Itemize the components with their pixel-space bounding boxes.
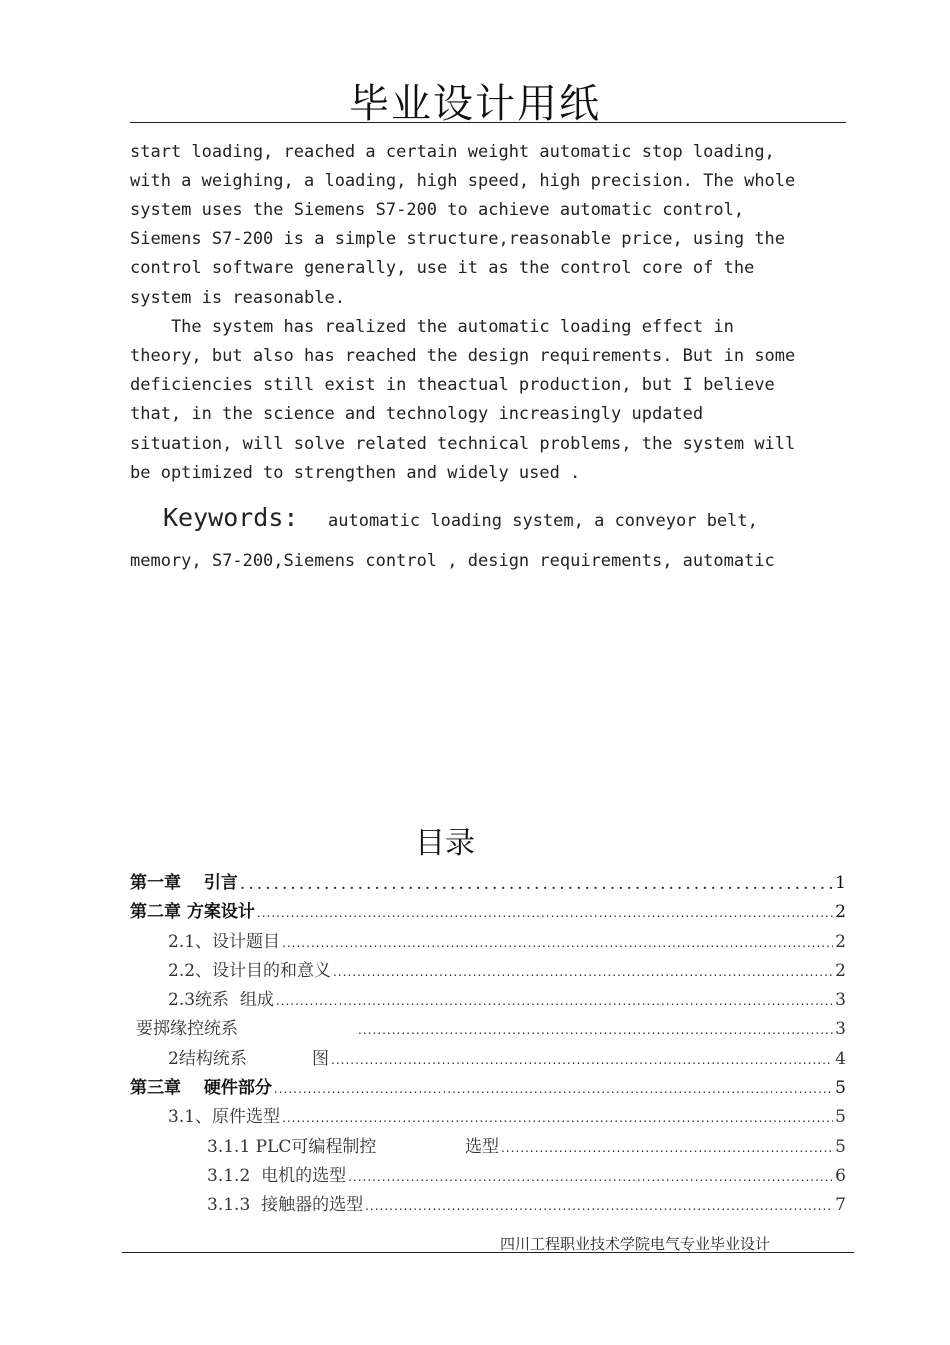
toc-leader bbox=[276, 992, 833, 1010]
toc-page-number: 2 bbox=[835, 961, 846, 981]
toc-entry-label: 3.1.2 电机的选型 bbox=[207, 1166, 347, 1186]
abstract-line: system is reasonable. bbox=[130, 288, 345, 308]
toc-page-number: 4 bbox=[835, 1049, 846, 1069]
page-footer-text: 四川工程职业技术学院电气专业毕业设计 bbox=[500, 1235, 771, 1253]
toc-leader bbox=[333, 963, 833, 981]
toc-entry-label: 2.1、设计题目 bbox=[168, 932, 281, 952]
toc-leader bbox=[240, 875, 833, 893]
toc-page-number: 3 bbox=[835, 1019, 846, 1039]
toc-entry-3-1-3[interactable] bbox=[207, 1191, 846, 1215]
toc-leader bbox=[331, 1051, 833, 1069]
toc-entry-3-1[interactable] bbox=[168, 1103, 846, 1127]
toc-entry-label: 2.2、设计目的和意义 bbox=[168, 961, 332, 981]
toc-entry-label: 3.1、原件选型 bbox=[168, 1107, 281, 1127]
toc-entry-structure-diagram[interactable] bbox=[168, 1045, 846, 1069]
toc-leader bbox=[257, 904, 833, 922]
toc-entry-label-fragment: 图 bbox=[312, 1049, 329, 1069]
toc-entry-3-1-2[interactable] bbox=[207, 1162, 846, 1186]
toc-page-number: 6 bbox=[835, 1166, 846, 1186]
toc-page-number: 1 bbox=[835, 873, 846, 893]
toc-page-number: 3 bbox=[835, 990, 846, 1010]
toc-leader bbox=[358, 1021, 833, 1039]
toc-page-number: 5 bbox=[835, 1137, 846, 1157]
abstract-line: system uses the Siemens S7-200 to achieve automatic control, bbox=[130, 200, 745, 220]
keywords-label: Keywords: bbox=[163, 503, 299, 532]
toc-entry-label: 3.1.3 接触器的选型 bbox=[207, 1195, 364, 1215]
toc-entry-chapter-1[interactable] bbox=[130, 869, 846, 893]
abstract-line: that, in the science and technology increasingly updated bbox=[130, 404, 704, 424]
toc-entry-label-fragment: 选型 bbox=[465, 1137, 499, 1157]
toc-entry-label: 2.3统系 组成 bbox=[168, 990, 274, 1010]
abstract-line: be optimized to strengthen and widely used . bbox=[130, 463, 581, 483]
footer-rule bbox=[122, 1252, 854, 1253]
toc-entry-2-1[interactable] bbox=[168, 928, 846, 952]
toc-leader bbox=[348, 1168, 833, 1186]
toc-leader bbox=[501, 1139, 833, 1157]
toc-entry-3-1-1[interactable] bbox=[207, 1133, 846, 1157]
toc-page-number: 2 bbox=[835, 902, 846, 922]
abstract-line: with a weighing, a loading, high speed, high precision. The whole bbox=[130, 171, 796, 191]
toc-entry-2-3[interactable] bbox=[168, 986, 846, 1010]
toc-entry-control-requirements[interactable] bbox=[136, 1015, 846, 1039]
toc-entry-chapter-2[interactable] bbox=[130, 898, 846, 922]
toc-entry-label: 第二章 方案设计 bbox=[130, 902, 255, 922]
toc-leader bbox=[282, 1109, 833, 1127]
toc-page-number: 5 bbox=[835, 1107, 846, 1127]
toc-leader bbox=[274, 1080, 833, 1098]
abstract-line: Siemens S7-200 is a simple structure,reasonable price, using the bbox=[130, 229, 786, 249]
toc-page-number: 7 bbox=[835, 1195, 846, 1215]
toc-entry-2-2[interactable] bbox=[168, 957, 846, 981]
keywords-line-1: automatic loading system, a conveyor belt, bbox=[328, 511, 758, 531]
abstract-line: situation, will solve related technical problems, the system will bbox=[130, 434, 796, 454]
abstract-line: start loading, reached a certain weight automatic stop loading, bbox=[130, 142, 775, 162]
abstract-line: control software generally, use it as the control core of the bbox=[130, 258, 755, 278]
toc-page-number: 2 bbox=[835, 932, 846, 952]
abstract-line: theory, but also has reached the design requirements. But in some bbox=[130, 346, 796, 366]
toc-title: 目录 bbox=[415, 826, 475, 861]
toc-entry-label: 要掷缘控统系 bbox=[136, 1019, 238, 1039]
abstract-line: deficiencies still exist in theactual production, but I believe bbox=[130, 375, 775, 395]
toc-entry-label: 第三章 硬件部分 bbox=[130, 1078, 272, 1098]
keywords-line-2: memory, S7-200,Siemens control , design requirements, automatic bbox=[130, 551, 775, 571]
toc-entry-chapter-3[interactable] bbox=[130, 1074, 846, 1098]
toc-page-number: 5 bbox=[835, 1078, 846, 1098]
header-rule bbox=[130, 122, 846, 123]
toc-leader bbox=[282, 934, 833, 952]
toc-entry-label: 第一章 引言 bbox=[130, 873, 238, 893]
toc-entry-label: 2结构统系 bbox=[168, 1049, 247, 1069]
toc-entry-label: 3.1.1 PLC可编程制控 bbox=[207, 1137, 377, 1157]
abstract-line: The system has realized the automatic loading effect in bbox=[130, 317, 734, 337]
toc-leader bbox=[365, 1197, 833, 1215]
page-header-title: 毕业设计用纸 bbox=[349, 81, 601, 127]
